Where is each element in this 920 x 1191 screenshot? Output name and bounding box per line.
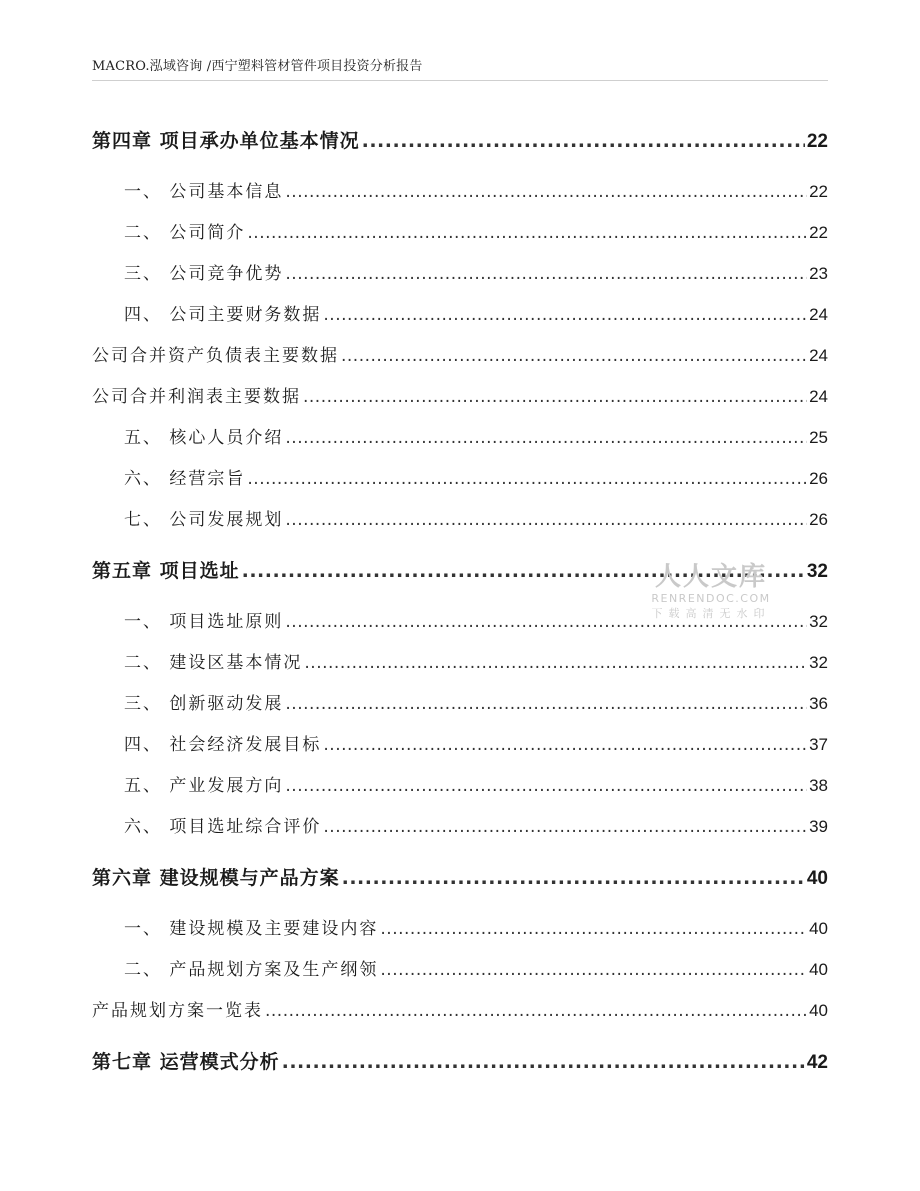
toc-leader-dots xyxy=(304,653,807,673)
toc-leader-dots xyxy=(285,612,807,632)
toc-section-entry[interactable] xyxy=(92,771,828,796)
toc-page-number: 23 xyxy=(809,264,828,283)
toc-leader-dots xyxy=(341,346,807,366)
toc-page-number: 40 xyxy=(809,919,828,938)
toc-leader-dots xyxy=(380,919,807,939)
toc-leader-dots xyxy=(285,694,807,714)
toc-chapter-entry[interactable] xyxy=(92,126,828,153)
toc-section-entry[interactable] xyxy=(92,259,828,284)
toc-page-number: 42 xyxy=(806,1052,828,1073)
toc-section-entry[interactable] xyxy=(92,300,828,325)
toc-page-number: 24 xyxy=(809,305,828,324)
toc-page-number: 37 xyxy=(809,735,828,754)
toc-entry-label: 第六章 建设规模与产品方案 xyxy=(92,867,340,889)
toc-entry-label: 二、 公司简介 xyxy=(124,223,246,243)
toc-leader-dots xyxy=(362,130,805,152)
toc-leader-dots xyxy=(323,817,807,837)
toc-section-entry[interactable] xyxy=(92,505,828,530)
toc-section-entry[interactable] xyxy=(92,648,828,673)
toc-section-entry[interactable] xyxy=(92,382,828,407)
watermark-note: 下载高清无水印 xyxy=(651,607,771,620)
toc-leader-dots xyxy=(285,182,807,202)
toc-page-number: 25 xyxy=(809,428,828,447)
toc-leader-dots xyxy=(247,469,807,489)
toc-entry-label: 六、 经营宗旨 xyxy=(124,469,246,489)
toc-entry-label: 七、 公司发展规划 xyxy=(124,510,284,530)
toc-chapter-entry[interactable] xyxy=(92,556,828,583)
toc-entry-label: 四、 公司主要财务数据 xyxy=(124,305,322,325)
toc-chapter-entry[interactable] xyxy=(92,1047,828,1074)
toc-entry-label: 五、 核心人员介绍 xyxy=(124,428,284,448)
toc-entry-label: 一、 项目选址原则 xyxy=(124,612,284,632)
toc-page-number: 40 xyxy=(809,960,828,979)
toc-section-entry[interactable] xyxy=(92,914,828,939)
watermark-title: 人人文库 xyxy=(654,562,767,592)
toc-page-number: 22 xyxy=(809,223,828,242)
toc-page-number: 26 xyxy=(809,510,828,529)
toc-entry-label: 公司合并利润表主要数据 xyxy=(92,387,301,407)
toc-page-number: 36 xyxy=(809,694,828,713)
toc-page-number: 22 xyxy=(809,182,828,201)
toc-leader-dots xyxy=(380,960,807,980)
toc-section-entry[interactable] xyxy=(92,177,828,202)
toc-page-number: 26 xyxy=(809,469,828,488)
toc-section-entry[interactable] xyxy=(92,812,828,837)
toc-entry-label: 一、 建设规模及主要建设内容 xyxy=(124,919,379,939)
toc-leader-dots xyxy=(285,264,807,284)
toc-entry-label: 六、 项目选址综合评价 xyxy=(124,817,322,837)
toc-page-number: 32 xyxy=(809,653,828,672)
toc-entry-label: 第四章 项目承办单位基本情况 xyxy=(92,130,360,152)
toc-entry-label: 五、 产业发展方向 xyxy=(124,776,284,796)
toc-section-entry[interactable] xyxy=(92,423,828,448)
toc-entry-label: 公司合并资产负债表主要数据 xyxy=(92,346,339,366)
toc-entry-label: 第七章 运营模式分析 xyxy=(92,1051,280,1073)
toc-leader-dots xyxy=(285,776,807,796)
toc-section-entry[interactable] xyxy=(92,689,828,714)
toc-entry-label: 二、 产品规划方案及生产纲领 xyxy=(124,960,379,980)
toc-section-entry[interactable] xyxy=(92,464,828,489)
toc-entry-label: 四、 社会经济发展目标 xyxy=(124,735,322,755)
toc-entry-label: 三、 创新驱动发展 xyxy=(124,694,284,714)
watermark-subtitle: RENRENDOC.COM xyxy=(651,592,771,605)
toc-entry-label: 产品规划方案一览表 xyxy=(92,1001,263,1021)
toc-section-entry[interactable] xyxy=(92,218,828,243)
toc-section-entry[interactable] xyxy=(92,607,828,632)
toc-leader-dots xyxy=(242,560,805,582)
toc-page-number: 24 xyxy=(809,387,828,406)
toc-leader-dots xyxy=(323,305,807,325)
toc-entry-label: 二、 建设区基本情况 xyxy=(124,653,303,673)
toc-leader-dots xyxy=(265,1001,807,1021)
toc-entry-label: 一、 公司基本信息 xyxy=(124,182,284,202)
toc-section-entry[interactable] xyxy=(92,996,828,1021)
toc-leader-dots xyxy=(285,428,807,448)
toc-section-entry[interactable] xyxy=(92,341,828,366)
toc-page-number: 39 xyxy=(809,817,828,836)
toc-leader-dots xyxy=(247,223,807,243)
toc-page-number: 32 xyxy=(806,561,828,582)
toc-page-number: 40 xyxy=(806,868,828,889)
toc-entry-label: 第五章 项目选址 xyxy=(92,560,240,582)
toc-leader-dots xyxy=(303,387,807,407)
toc-page-number: 40 xyxy=(809,1001,828,1020)
toc-page-number: 32 xyxy=(809,612,828,631)
toc-section-entry[interactable] xyxy=(92,955,828,980)
toc-section-entry[interactable] xyxy=(92,730,828,755)
toc-chapter-entry[interactable] xyxy=(92,863,828,890)
header-rule xyxy=(92,80,828,81)
toc-leader-dots xyxy=(342,867,805,889)
toc-page-number: 24 xyxy=(809,346,828,365)
toc-leader-dots xyxy=(285,510,807,530)
running-header: MACRO.泓域咨询 /西宁塑料管材管件项目投资分析报告 xyxy=(92,59,423,74)
toc-page-number: 38 xyxy=(809,776,828,795)
toc-leader-dots xyxy=(323,735,807,755)
toc-leader-dots xyxy=(282,1051,805,1073)
toc-entry-label: 三、 公司竞争优势 xyxy=(124,264,284,284)
toc-page-number: 22 xyxy=(806,131,828,152)
